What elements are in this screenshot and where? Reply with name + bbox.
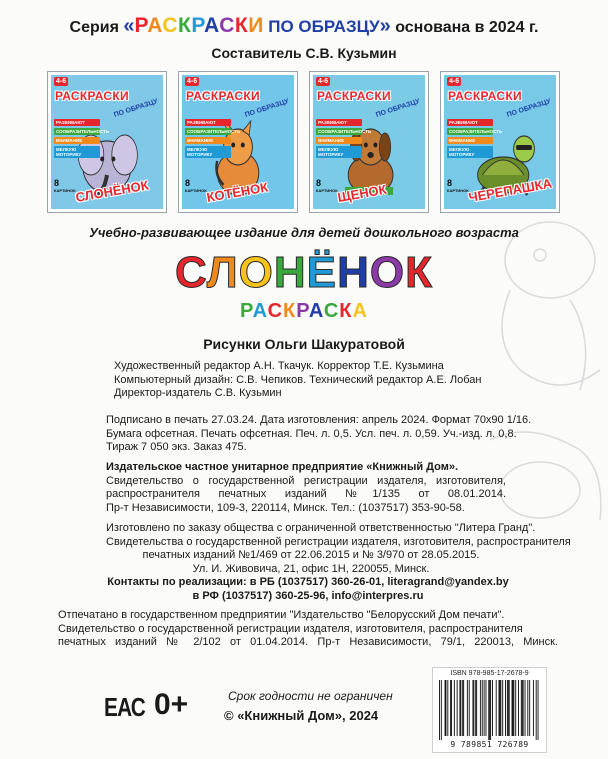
barcode-bar xyxy=(492,680,493,736)
cover-skill: РАЗВИВАЮТ xyxy=(54,119,100,126)
cover-age-badge: 4-6 xyxy=(56,78,67,85)
barcode-bar xyxy=(463,680,464,736)
print-info-line: Тираж 7 050 экз. Заказ 475. xyxy=(106,441,247,453)
barcode-bar xyxy=(538,680,539,740)
barcode-bar xyxy=(482,680,483,736)
title-letter: Н xyxy=(273,248,307,297)
series-name-letter: С xyxy=(219,14,235,37)
book-cover xyxy=(310,72,428,212)
cover-skill: МЕЛКУЮ МОТОРИКУ xyxy=(447,146,493,158)
cover-series-word: РАСКРАСКИ xyxy=(55,89,129,103)
cover-cards-count xyxy=(185,179,207,195)
isbn-text: ISBN 978-985-17-2678-9 xyxy=(450,670,529,677)
order-block xyxy=(106,522,571,576)
isbn-barcode-box xyxy=(432,667,547,753)
barcode-bar xyxy=(499,680,500,736)
series-name-letter: Р xyxy=(191,14,205,37)
cover-skills-list xyxy=(54,119,110,160)
title-letter: Л xyxy=(206,248,239,297)
barcode-bar xyxy=(484,680,485,736)
barcode-bar xyxy=(509,680,510,736)
series-founded: основана в 2024 г. xyxy=(395,19,539,36)
series-name-letter: С xyxy=(162,14,179,37)
quote-open: « xyxy=(123,15,135,37)
cover-cards-count xyxy=(447,179,469,195)
cover-cards-word: КАРТИНОК xyxy=(54,188,76,193)
cover-skill: ВНИМАНИЕ xyxy=(185,137,231,144)
barcode-bar xyxy=(460,680,461,736)
barcode-icon xyxy=(439,680,540,740)
barcode-bar xyxy=(522,680,523,736)
cover-age-badge: 4-6 xyxy=(187,78,198,85)
barcode-bar xyxy=(459,680,460,736)
publisher-line: Пр-т Независимости, 109-3, 220114, Минск. Тел.: (1037517) 353-90-58. xyxy=(106,501,465,514)
series-name-letter: К xyxy=(178,14,192,37)
barcode-bar xyxy=(518,680,519,736)
book-cover xyxy=(48,72,166,212)
subtitle-letter: Р xyxy=(296,300,309,322)
covers-row xyxy=(48,72,560,214)
cover-skills-list xyxy=(447,119,503,160)
title-letter: К xyxy=(405,248,433,297)
cover-series-word: РАСКРАСКИ xyxy=(186,89,260,103)
barcode-bar xyxy=(529,680,530,736)
order-line: Изготовлено по заказу общества с ограниченной ответственностью "Литера Гранд". xyxy=(106,522,536,534)
contacts-line: Контакты по реализации: в РБ (1037517) 360-26-01, literagrand@yandex.by xyxy=(107,576,509,588)
subtitle-letter: А xyxy=(252,300,268,322)
subtitle-letter: Р xyxy=(240,300,253,322)
subtitle-letter: А xyxy=(308,300,324,322)
barcode-bar xyxy=(512,680,513,736)
barcode-bar xyxy=(508,680,509,736)
cover-book-name: КОТЁНОК xyxy=(205,179,270,205)
barcode-bar xyxy=(488,680,489,740)
barcode-bar xyxy=(490,680,491,740)
barcode-bar xyxy=(513,680,514,736)
cover-series-word: РАСКРАСКИ xyxy=(317,89,391,103)
barcode-bar xyxy=(496,680,497,736)
cover-series-sub: ПО ОБРАЗЦУ xyxy=(113,98,159,119)
barcode-bar xyxy=(454,680,455,736)
cover-series-sub: ПО ОБРАЗЦУ xyxy=(506,98,552,119)
title-letter: С xyxy=(175,248,207,297)
publisher-block xyxy=(106,461,506,515)
printed-by-line: печатных изданий № 2/102 от 01.04.2014. Пр-т Независимости, 79/1, 220013, Минск. xyxy=(58,636,558,648)
barcode-bar xyxy=(527,680,528,736)
publisher-title: Издательское частное унитарное предприятие «Книжный Дом». xyxy=(106,461,459,473)
barcode-bar xyxy=(486,680,487,736)
shelf-life: Срок годности не ограничен xyxy=(228,689,393,703)
barcode-bar xyxy=(500,680,501,736)
print-info-line: Подписано в печать 27.03.24. Дата изготовления: апрель 2024. Формат 70х90 1/16. xyxy=(106,414,532,426)
contacts-block xyxy=(88,576,528,603)
barcode-bar xyxy=(447,680,448,736)
isbn-digits: 9 789851 726789 xyxy=(450,740,529,749)
barcode-bar xyxy=(502,680,503,736)
subtitle-letter: К xyxy=(283,300,297,322)
cover-skill: МЕЛКУЮ МОТОРИКУ xyxy=(185,146,231,158)
publisher-line: распространителя печатных изданий №1/135 от 08.01.2014. xyxy=(106,488,506,500)
printed-by-block xyxy=(58,609,558,650)
cover-skill: ВНИМАНИЕ xyxy=(447,137,493,144)
cover-cards-number: 8 xyxy=(447,178,453,188)
barcode-bar xyxy=(515,680,516,736)
barcode-bar xyxy=(446,680,447,736)
cover-cards-number: 8 xyxy=(185,178,191,188)
drawings-by: Рисунки Ольги Шакуратовой xyxy=(203,336,405,352)
barcode-bar xyxy=(523,680,524,736)
cover-age-badge: 4-6 xyxy=(318,78,329,85)
cover-skill: СООБРАЗИТЕЛЬНОСТЬ xyxy=(449,129,503,134)
series-prefix: Серия xyxy=(69,19,119,36)
barcode-bar xyxy=(473,680,474,736)
series-name-letter: К xyxy=(234,14,249,37)
book-cover xyxy=(179,72,297,212)
barcode-bar xyxy=(441,680,442,740)
barcode-bar xyxy=(457,680,458,736)
barcode-bar xyxy=(536,680,537,740)
copyright: © «Книжный Дом», 2024 xyxy=(224,708,379,723)
title-letter: О xyxy=(369,248,406,297)
title-letter: О xyxy=(238,248,274,297)
cover-skill: СООБРАЗИТЕЛЬНОСТЬ xyxy=(187,129,241,134)
series-name-suffix: ПО ОБРАЗЦУ xyxy=(268,17,380,36)
barcode-bar xyxy=(507,680,508,736)
barcode-bar xyxy=(445,680,446,736)
title-letter: Ё xyxy=(306,248,338,297)
intro-text: Учебно-развивающее издание для детей дошкольного возраста xyxy=(89,225,519,240)
cover-skill: РАЗВИВАЮТ xyxy=(316,119,362,126)
cover-series-word: РАСКРАСКИ xyxy=(448,89,522,103)
credits-line: Компьютерный дизайн: С.В. Чепиков. Технический редактор А.Е. Лобан xyxy=(114,373,482,386)
barcode-bar xyxy=(489,680,490,740)
barcode-bar xyxy=(512,680,513,736)
quote-close: » xyxy=(379,15,391,37)
cover-skills-list xyxy=(185,119,241,160)
barcode-bar xyxy=(480,680,481,736)
cover-skill: МЕЛКУЮ МОТОРИКУ xyxy=(54,146,100,158)
cover-age-badge: 4-6 xyxy=(449,78,460,85)
series-line xyxy=(0,14,608,38)
barcode-bar xyxy=(525,680,526,736)
printed-by-line: Отпечатано в государственном предприятии "Издательство "Белорусский Дом печати". xyxy=(58,609,505,621)
series-name xyxy=(135,14,264,37)
cover-skill: МЕЛКУЮ МОТОРИКУ xyxy=(316,146,362,158)
cover-skill: РАЗВИВАЮТ xyxy=(447,119,493,126)
barcode-bar xyxy=(469,680,470,736)
barcode-bar xyxy=(462,680,463,736)
series-name-letter: Р xyxy=(134,14,148,37)
cover-skill: РАЗВИВАЮТ xyxy=(185,119,231,126)
eac-mark: ЕАС xyxy=(104,692,145,722)
barcode-bar xyxy=(450,680,451,736)
contacts-line: в РФ (1037517) 360-25-96, info@interpres.ru xyxy=(192,589,424,602)
cover-book-name: ЧЕРЕПАШКА xyxy=(467,175,553,205)
cover-book-name: СЛОНЁНОК xyxy=(74,177,150,205)
cover-skill: СООБРАЗИТЕЛЬНОСТЬ xyxy=(318,129,372,134)
barcode-bar xyxy=(451,680,452,736)
cover-book-name: ЩЕНОК xyxy=(336,181,388,205)
order-line: Ул. И. Живовича, 21, офис 1Н, 220055, Минск. xyxy=(192,562,430,575)
publisher-line: Свидетельство о государственной регистрации издателя, изготовителя, xyxy=(106,474,506,487)
cover-skill: ВНИМАНИЕ xyxy=(54,137,100,144)
cover-cards-count xyxy=(316,179,338,195)
printed-by-line: Свидетельство о государственной регистрации издателя, изготовителя, распространителя xyxy=(58,622,523,635)
barcode-bar xyxy=(505,680,506,736)
subtitle-letter: К xyxy=(339,300,353,322)
series-name-letter: А xyxy=(147,14,163,37)
cover-cards-word: КАРТИНОК xyxy=(316,188,338,193)
barcode-bar xyxy=(439,680,440,740)
credits-block xyxy=(114,360,481,401)
cover-cards-word: КАРТИНОК xyxy=(447,188,469,193)
cover-skill: СООБРАЗИТЕЛЬНОСТЬ xyxy=(56,129,110,134)
series-name-letter: И xyxy=(248,14,264,37)
barcode-bar xyxy=(472,680,473,736)
cover-skills-list xyxy=(316,119,372,160)
order-line: Свидетельства о государственной регистрации издателя, изготовителя, распространителя xyxy=(106,535,571,548)
barcode-bar xyxy=(521,680,522,736)
title-letter: Н xyxy=(337,248,370,297)
compiler: Составитель С.В. Кузьмин xyxy=(211,45,397,61)
cover-skill: ВНИМАНИЕ xyxy=(316,137,362,144)
subtitle-letter: А xyxy=(352,300,368,322)
barcode-bar xyxy=(533,680,534,736)
age-rating: 0+ xyxy=(154,688,189,721)
print-info-line: Бумага офсетная. Печать офсетная. Печ. л. 0,5. Усл. печ. л. 0,59. Уч.-изд. л. 0,8. xyxy=(106,427,517,440)
cover-cards-count xyxy=(54,179,76,195)
cover-cards-word: КАРТИНОК xyxy=(185,188,207,193)
barcode-bar xyxy=(467,680,468,736)
cover-cards-number: 8 xyxy=(316,178,322,188)
barcode-bar xyxy=(499,680,500,736)
book-subtitle xyxy=(0,300,608,323)
book-title xyxy=(0,247,608,299)
barcode-bar xyxy=(476,680,477,736)
book-cover xyxy=(441,72,559,212)
credits-line: Директор-издатель С.В. Кузьмин xyxy=(114,387,282,399)
credits-line: Художественный редактор А.Н. Ткачук. Корректор Т.Е. Кузьмина xyxy=(114,360,444,372)
barcode-bar xyxy=(475,680,476,736)
cover-cards-number: 8 xyxy=(54,178,60,188)
order-line: печатных изданий №1/469 от 22.06.2015 и № 3/970 от 28.05.2015. xyxy=(142,549,480,561)
cover-series-sub: ПО ОБРАЗЦУ xyxy=(244,98,290,119)
series-name-letter: А xyxy=(204,14,220,37)
subtitle-letter: С xyxy=(323,300,340,322)
subtitle-letter: С xyxy=(267,300,284,322)
cover-series-sub: ПО ОБРАЗЦУ xyxy=(375,98,421,119)
print-info-block xyxy=(106,414,531,455)
